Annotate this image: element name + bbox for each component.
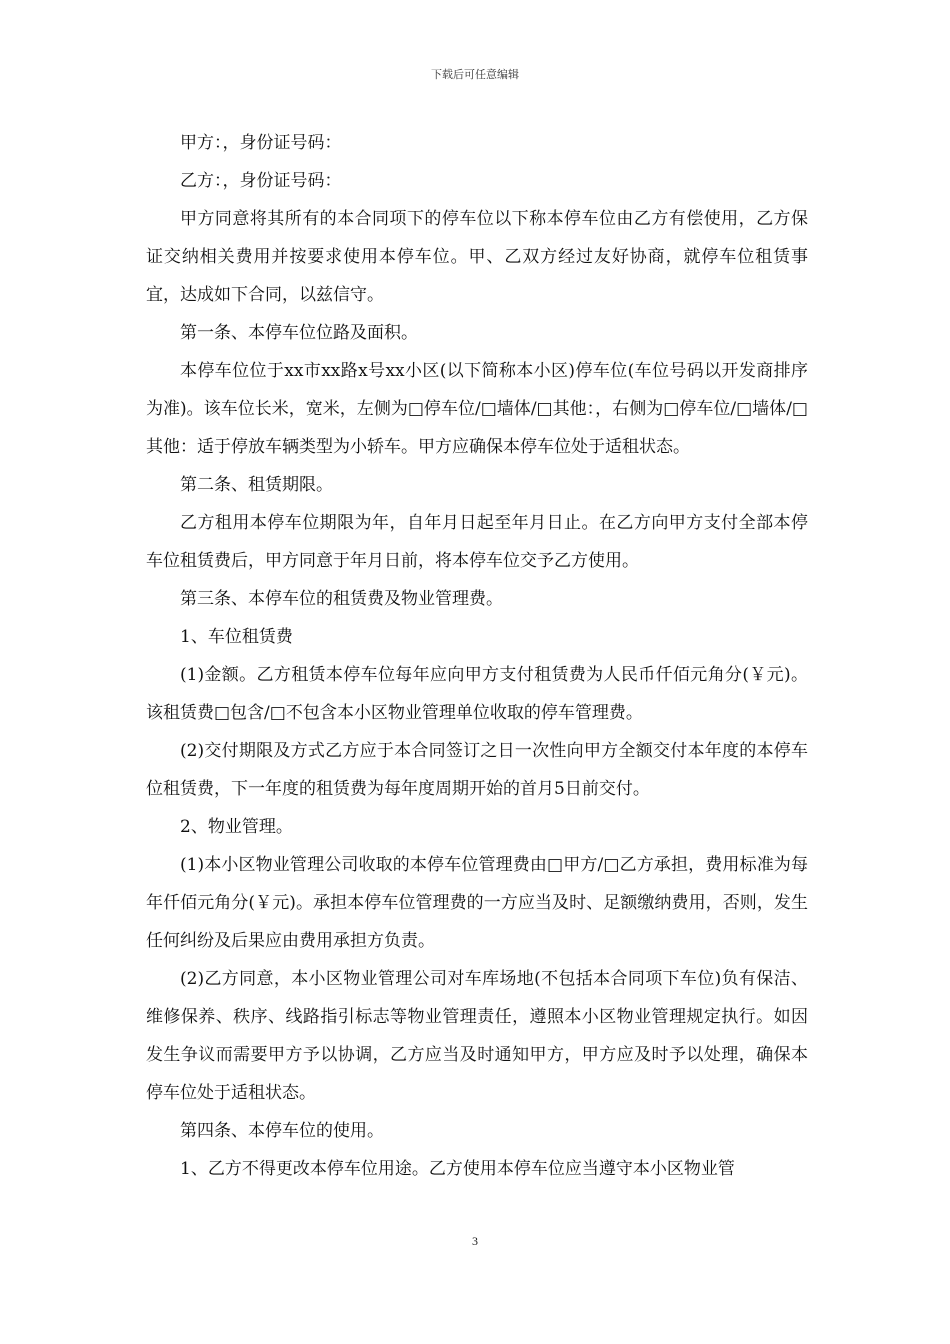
rent-subheading: 1、车位租赁费 bbox=[180, 627, 293, 647]
article-4-heading: 第四条、本停车位的使用。 bbox=[180, 1121, 384, 1141]
article-1-paragraph: 本停车位位于xx市xx路x号xx小区(以下简称本小区)停车位(车位号码以开发商排序为准)。该车位长米，宽米，左侧为□停车位/□墙体/□其他：，右侧为□停车位/□墙体/□其他：适于停放车辆类型为小轿车。甲方应确保本停车位处于适租状态。 bbox=[146, 361, 808, 457]
article-2-paragraph: 乙方租用本停车位期限为年，自年月日起至年月日止。在乙方向甲方支付全部本停车位租赁费后，甲方同意于年月日前，将本停车位交予乙方使用。 bbox=[146, 513, 808, 571]
management-fee-paragraph: (1)本小区物业管理公司收取的本停车位管理费由□甲方/□乙方承担，费用标准为每年仟佰元角分(￥元)。承担本停车位管理费的一方应当及时、足额缴纳费用，否则，发生任何纠纷及后果应由费用承担方负责。 bbox=[146, 855, 808, 951]
page-header-note: 下载后可任意编辑 bbox=[431, 68, 519, 81]
page-number: 3 bbox=[472, 1234, 478, 1248]
party-b-line: 乙方：，身份证号码： bbox=[180, 171, 342, 191]
article-4-paragraph: 1、乙方不得更改本停车位用途。乙方使用本停车位应当遵守本小区物业管 bbox=[180, 1159, 735, 1179]
management-duty-paragraph: (2)乙方同意，本小区物业管理公司对车库场地(不包括本合同项下车位)负有保洁、维修保养、秩序、线路指引标志等物业管理责任，遵照本小区物业管理规定执行。如因发生争议而需要甲方予以协调，乙方应当及时通知甲方，甲方应及时予以处理，确保本停车位处于适租状态。 bbox=[146, 969, 808, 1103]
contract-body bbox=[146, 124, 808, 1188]
party-a-line: 甲方：，身份证号码： bbox=[180, 133, 342, 153]
rent-amount-paragraph: (1)金额。乙方租赁本停车位每年应向甲方支付租赁费为人民币仟佰元角分(￥元)。该租赁费□包含/□不包含本小区物业管理单位收取的停车管理费。 bbox=[146, 665, 808, 723]
preamble-paragraph: 甲方同意将其所有的本合同项下的停车位以下称本停车位由乙方有偿使用，乙方保证交纳相关费用并按要求使用本停车位。甲、乙双方经过友好协商，就停车位租赁事宜，达成如下合同，以兹信守。 bbox=[146, 209, 808, 305]
article-3-heading: 第三条、本停车位的租赁费及物业管理费。 bbox=[180, 589, 503, 609]
rent-payment-paragraph: (2)交付期限及方式乙方应于本合同签订之日一次性向甲方全额交付本年度的本停车位租赁费，下一年度的租赁费为每年度周期开始的首月5日前交付。 bbox=[146, 741, 808, 799]
property-management-subheading: 2、物业管理。 bbox=[180, 817, 293, 837]
article-1-heading: 第一条、本停车位位路及面积。 bbox=[180, 323, 418, 343]
article-2-heading: 第二条、租赁期限。 bbox=[180, 475, 333, 495]
